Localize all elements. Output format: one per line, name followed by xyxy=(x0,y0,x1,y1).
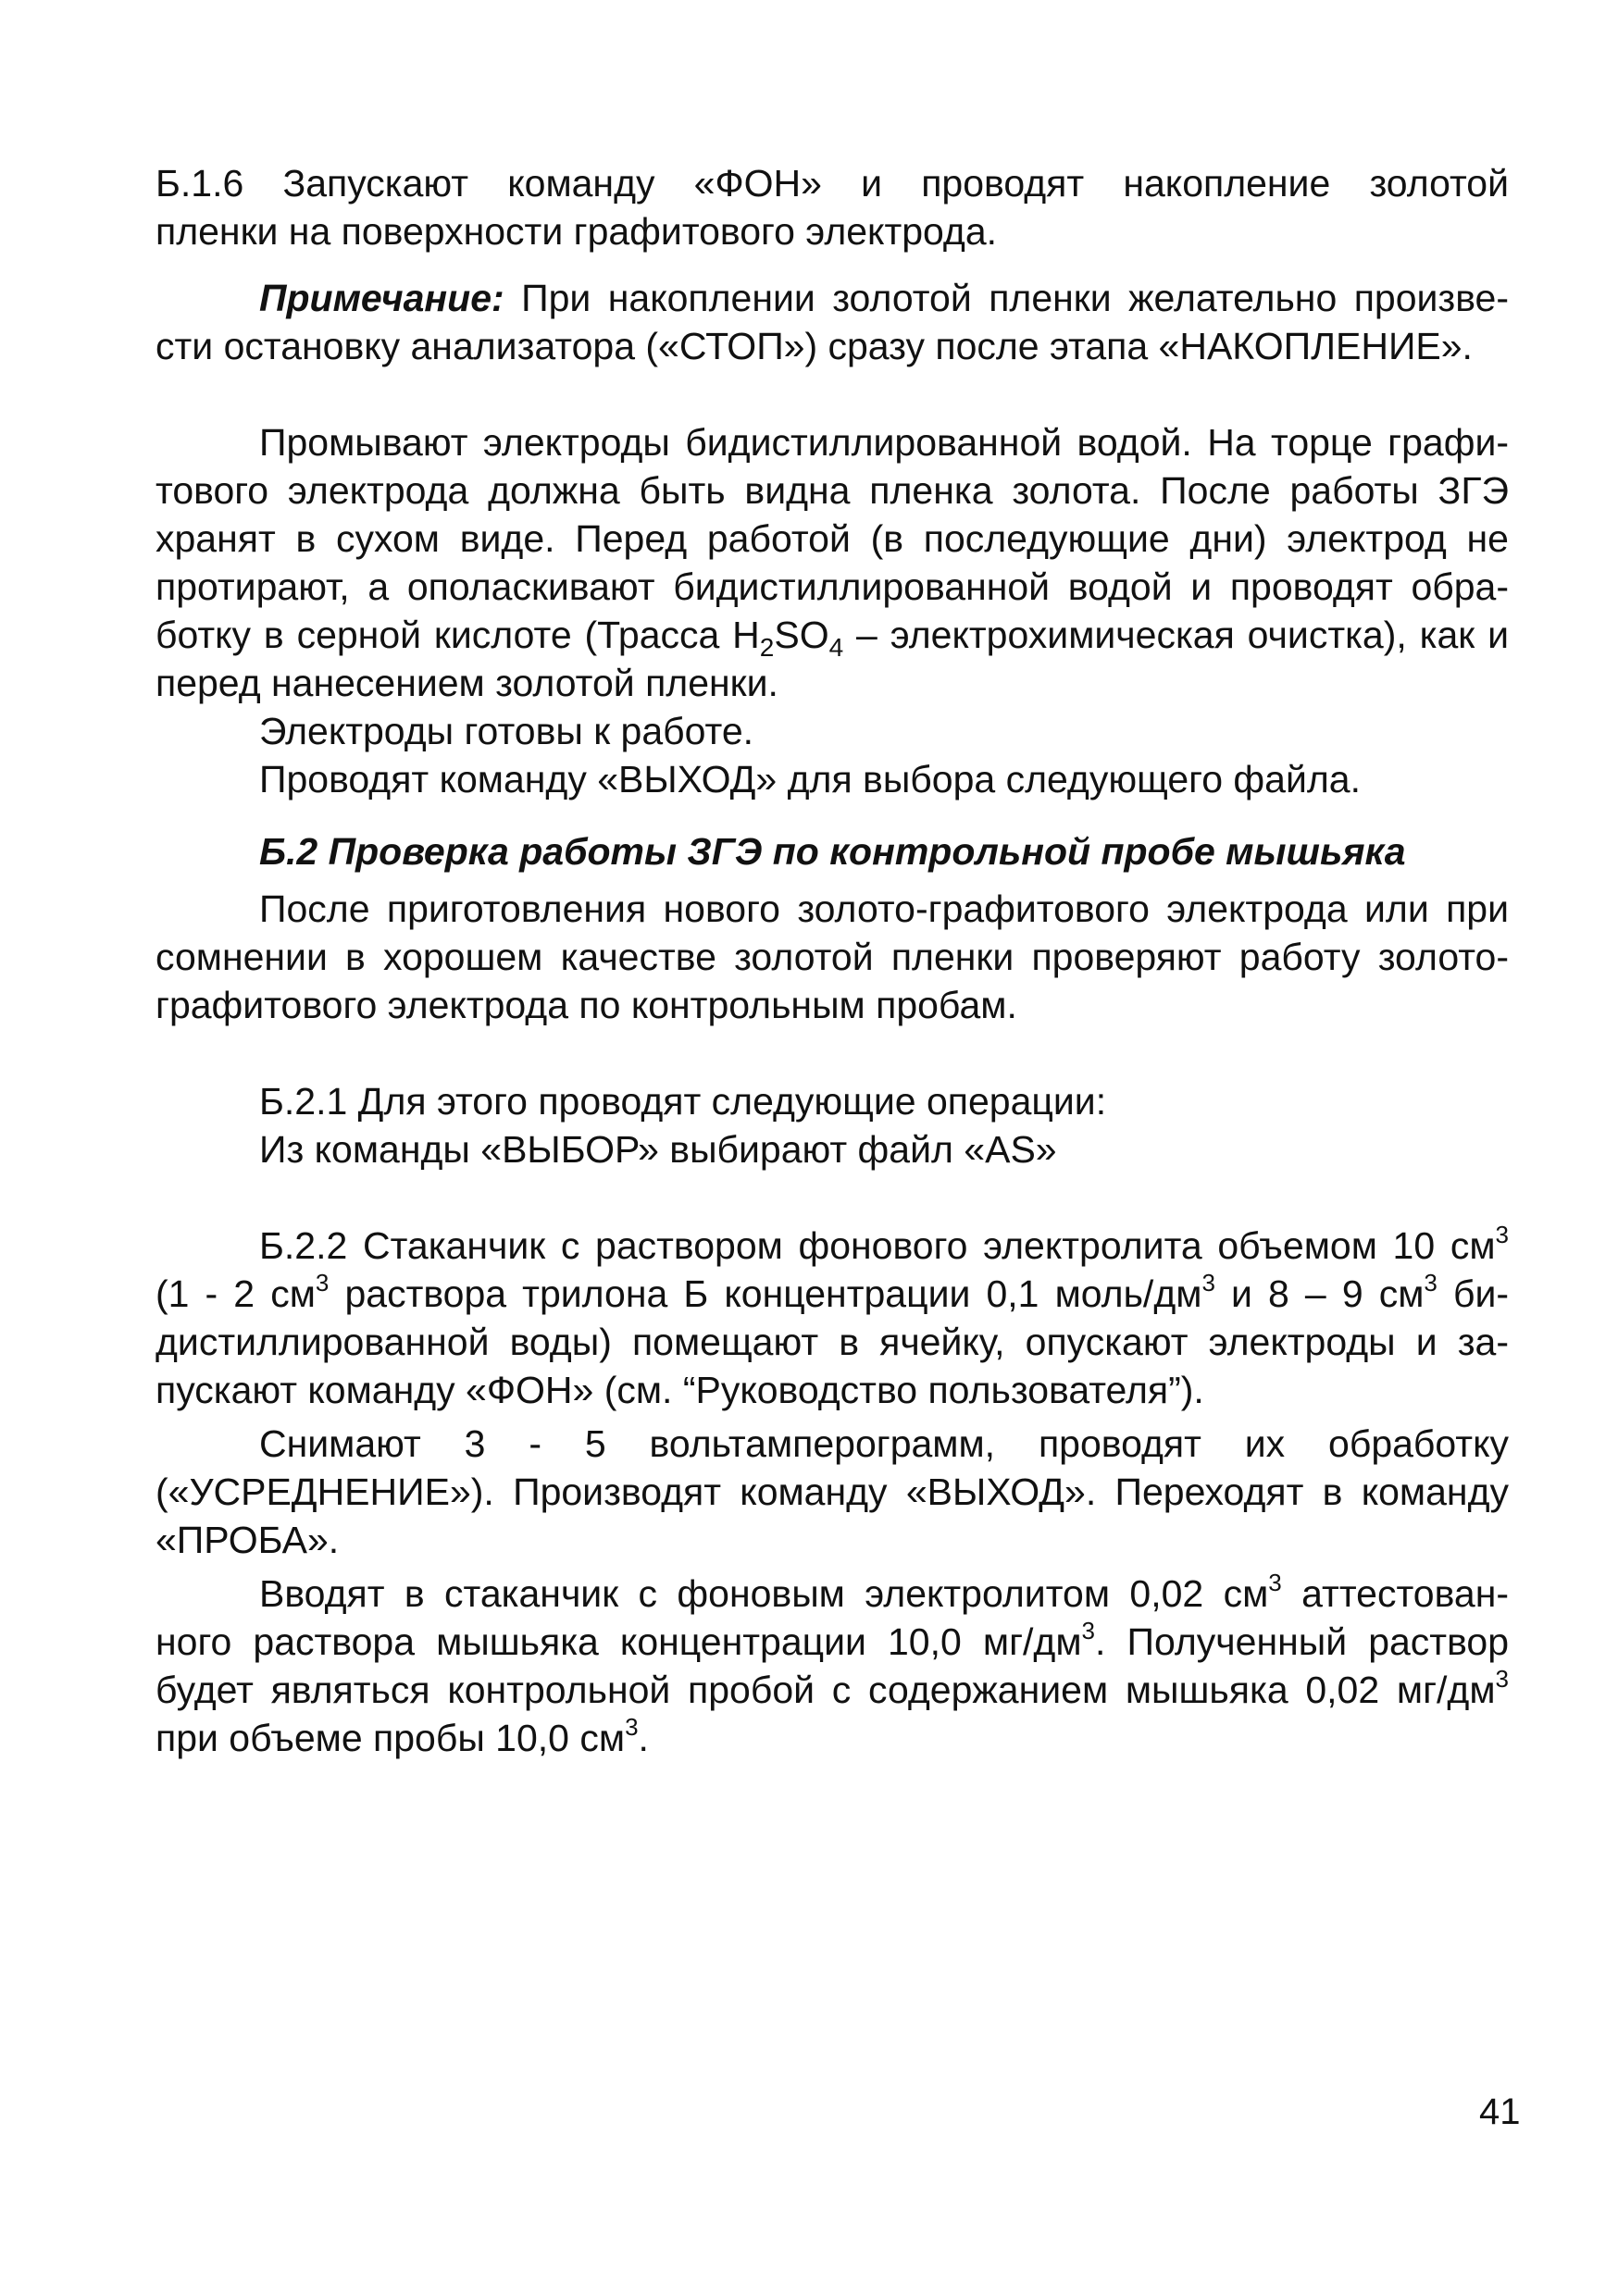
text-fragment: – электрохимическая очистка), как и xyxy=(843,614,1509,656)
text-fragment: будет являться контрольной пробой с содержанием мышьяка 0,02 мг/дм xyxy=(156,1669,1496,1711)
text-fragment: би- xyxy=(1437,1272,1510,1315)
text-line: пленки на поверхности графитового электрода. xyxy=(156,210,998,253)
note-text: При накоплении золотой пленки желательно произве- xyxy=(504,277,1509,319)
superscript: 3 xyxy=(625,1713,639,1742)
superscript: 3 xyxy=(1495,1221,1509,1249)
document-page xyxy=(156,159,1509,1762)
subscript: 4 xyxy=(828,633,844,663)
text-fragment: и 8 – 9 см xyxy=(1214,1272,1425,1315)
text-line: («УСРЕДНЕНИЕ»). Производят команду «ВЫХОД». Переходят в команду xyxy=(156,1471,1509,1513)
paragraph-wash xyxy=(156,418,1509,707)
paragraph-b1-6 xyxy=(156,159,1509,255)
text-line xyxy=(156,611,1509,663)
text-line: графитового электрода по контрольным пробам. xyxy=(156,984,1017,1026)
superscript: 3 xyxy=(1424,1269,1438,1297)
text-line xyxy=(156,1714,1509,1762)
page-number: 41 xyxy=(1479,2091,1521,2132)
text-fragment: SO xyxy=(774,614,829,656)
note-label: Примечание: xyxy=(259,277,504,319)
text-line: перед нанесением золотой пленки. xyxy=(156,662,778,704)
text-fragment: ботку в серной кислоте (Трасса H xyxy=(156,614,760,656)
text-line: сти остановку анализатора («СТОП») сразу после этапа «НАКОПЛЕНИЕ». xyxy=(156,325,1473,367)
text-line: сомнении в хорошем качестве золотой пленки проверяют работу золото- xyxy=(156,936,1509,978)
text-line: хранят в сухом виде. Перед работой (в последующие дни) электрод не xyxy=(156,517,1509,560)
text-line: Б.2.1 Для этого проводят следующие операции: xyxy=(259,1080,1107,1123)
text-line xyxy=(156,1222,1509,1270)
text-fragment: (1 - 2 см xyxy=(156,1272,316,1315)
superscript: 3 xyxy=(1495,1665,1509,1694)
paragraph-exit xyxy=(156,755,1509,803)
text-line: Проводят команду «ВЫХОД» для выбора следующего файла. xyxy=(259,758,1361,800)
text-fragment: . xyxy=(638,1717,649,1759)
superscript: 3 xyxy=(1201,1269,1215,1297)
superscript: 3 xyxy=(1081,1617,1096,1645)
note-paragraph xyxy=(156,274,1509,370)
superscript: 3 xyxy=(1268,1569,1282,1597)
paragraph-ready xyxy=(156,707,1509,755)
text-fragment: раствора трилона Б концентрации 0,1 моль/дм xyxy=(329,1272,1202,1315)
paragraph-b2-intro xyxy=(156,885,1509,1029)
text-line: протирают, а ополаскивают бидистиллированной водой и проводят обра- xyxy=(156,565,1509,608)
superscript: 3 xyxy=(315,1269,330,1297)
text-line: Электроды готовы к работе. xyxy=(259,710,754,752)
paragraph-introduce xyxy=(156,1570,1509,1762)
subscript: 2 xyxy=(759,633,775,663)
text-line: Б.1.6 Запускают команду «ФОН» и проводят накопление золотой xyxy=(156,162,1509,205)
text-line: «ПРОБА». xyxy=(156,1519,340,1561)
paragraph-b2-1 xyxy=(156,1077,1509,1173)
text-line xyxy=(156,1618,1509,1666)
text-line: Из команды «ВЫБОР» выбирают файл «AS» xyxy=(259,1128,1057,1171)
text-fragment: Вводят в стаканчик с фоновым электролитом 0,02 см xyxy=(259,1572,1269,1615)
text-line: Промывают электроды бидистиллированной водой. На торце графи- xyxy=(259,421,1509,464)
paragraph-voltammograms xyxy=(156,1420,1509,1564)
text-line: пускают команду «ФОН» (см. “Руководство пользователя”). xyxy=(156,1369,1204,1411)
text-line: дистиллированной воды) помещают в ячейку, опускают электроды и за- xyxy=(156,1321,1509,1363)
text-line xyxy=(156,1570,1509,1618)
text-line: После приготовления нового золото-графитового электрода или при xyxy=(259,887,1509,930)
text-line: тового электрода должна быть видна пленка золота. После работы ЗГЭ xyxy=(156,469,1509,512)
text-line xyxy=(156,1270,1509,1318)
text-fragment: при объеме пробы 10,0 см xyxy=(156,1717,626,1759)
text-line: Снимают 3 - 5 вольтамперограмм, проводят их обработку xyxy=(259,1422,1509,1465)
text-fragment: аттестован- xyxy=(1281,1572,1509,1615)
text-fragment: ного раствора мышьяка концентрации 10,0 мг/дм xyxy=(156,1620,1082,1663)
text-fragment: . Полученный раствор xyxy=(1095,1620,1510,1663)
text-line xyxy=(156,1666,1509,1714)
paragraph-b2-2 xyxy=(156,1222,1509,1414)
text-fragment: Б.2.2 Стаканчик с раствором фонового электролита объемом 10 см xyxy=(259,1224,1496,1267)
section-heading-b2: Б.2 Проверка работы ЗГЭ по контрольной пробе мышьяка xyxy=(259,830,1406,873)
text-line xyxy=(156,274,1509,322)
